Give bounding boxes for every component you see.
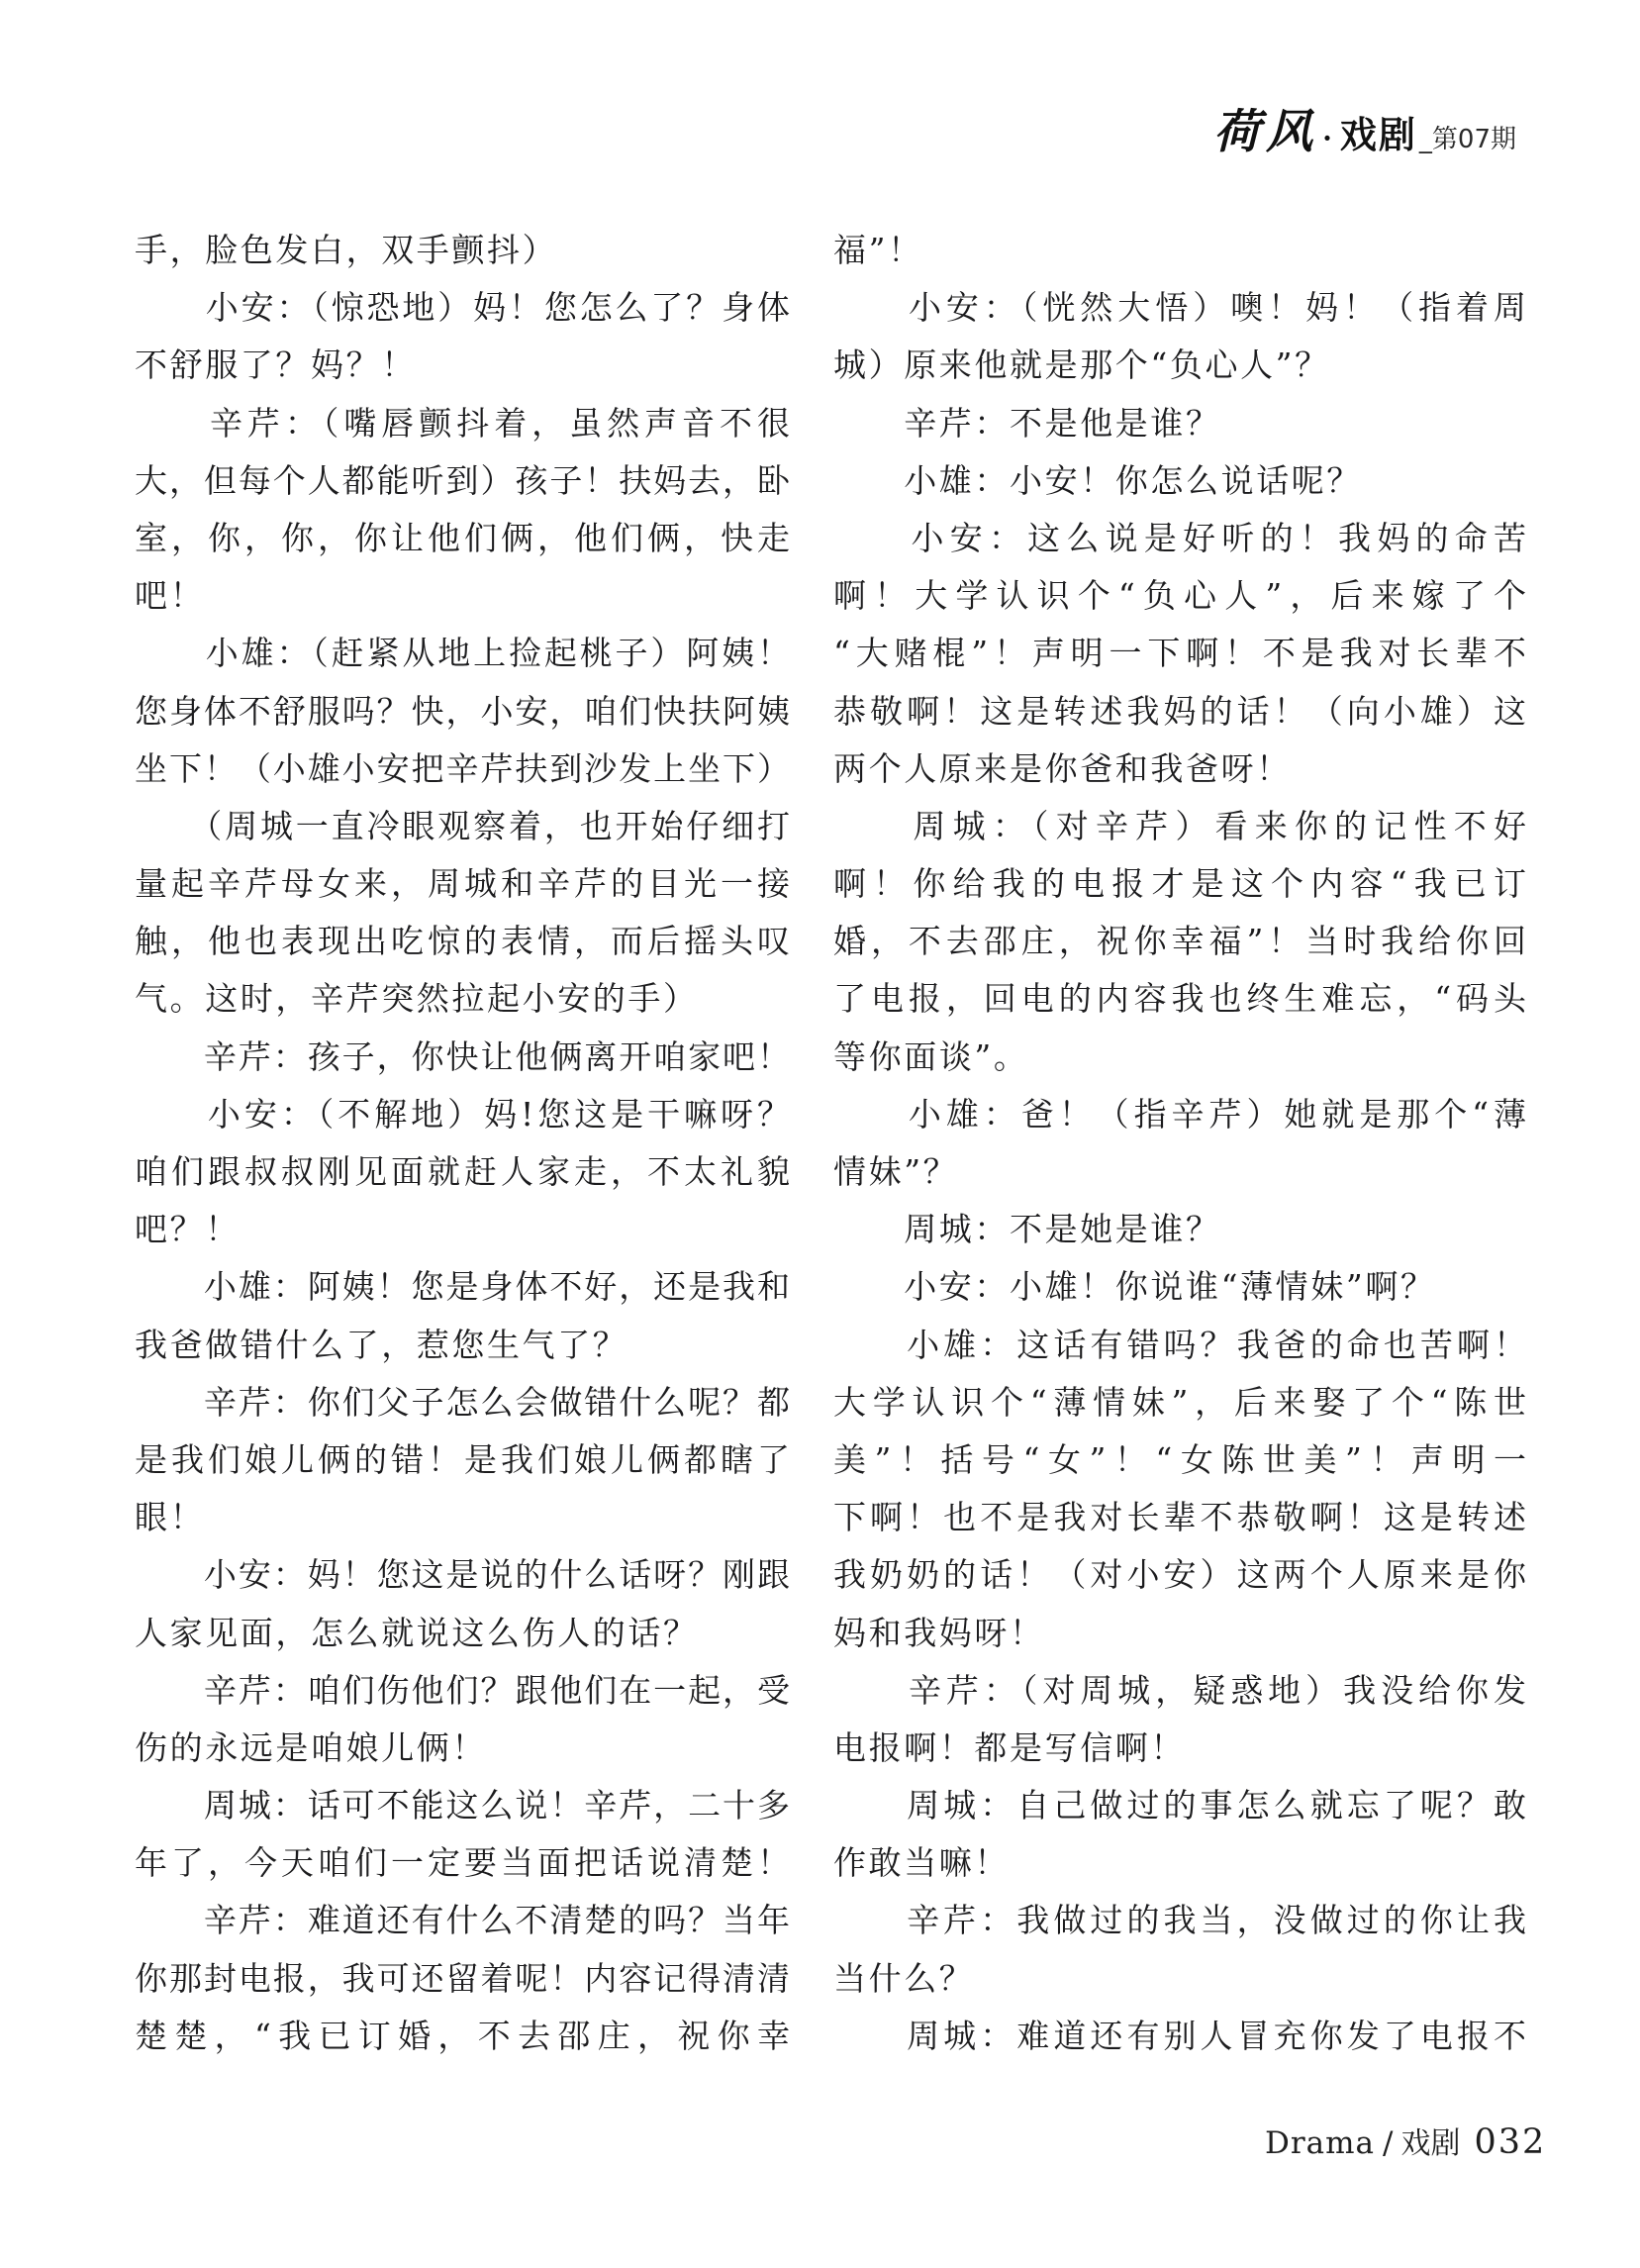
script-line: 室，你，你，你让他们俩，他们俩，快走 [135,518,790,557]
script-column-left [135,222,790,2065]
script-line: 小雄：阿姨！您是身体不好，还是我和 [135,1267,790,1307]
script-line: 辛芹：你们父子怎么会做错什么呢？都 [135,1382,790,1422]
script-line: 伤的永远是咱娘儿俩！ [135,1727,487,1767]
footer-divider-slash: / [1383,2125,1394,2161]
script-line: 周城：难道还有别人冒充你发了电报不 [833,2016,1526,2055]
script-line: 眼！ [135,1498,206,1537]
script-line: 你那封电报，我可还留着呢！内容记得清清 [135,1958,790,1998]
script-line: 辛芹：我做过的我当，没做过的你让我 [833,1901,1526,1940]
footer-section-english: Drama [1265,2125,1376,2161]
script-line: 小雄：小安！你怎么说话呢？ [833,460,1362,500]
script-line: 婚，不去邵庄，祝你幸福”！当时我给你回 [833,922,1526,961]
script-line: 情妹”？ [833,1152,959,1191]
brand-section-title: 戏剧 [1339,114,1417,156]
script-line: 坐下！（小雄小安把辛芹扶到沙发上坐下） [135,748,790,788]
script-line: 大，但每个人都能听到）孩子！扶妈去，卧 [135,460,790,500]
script-line: 小安：这么说是好听的！我妈的命苦 [833,518,1526,557]
script-line: 咱们跟叔叔刚见面就赶人家走，不太礼貌 [135,1152,790,1191]
script-line: 小安：妈！您这是说的什么话呀？刚跟 [135,1555,790,1595]
script-line: “大赌棍”！声明一下啊！不是我对长辈不 [833,634,1526,673]
issue-number-label: _第07期 [1418,125,1516,154]
script-line: 当什么？ [833,1958,975,1998]
script-line: 我爸做错什么了，惹您生气了？ [135,1325,628,1364]
script-line: 人家见面，怎么就说这么伤人的话？ [135,1613,699,1652]
script-column-right [833,222,1526,2065]
page-number: 032 [1474,2122,1547,2162]
script-line: 年了，今天咱们一定要当面把话说清楚！ [135,1843,790,1883]
script-line: 电报啊！都是写信啊！ [833,1727,1186,1767]
script-line: 福”！ [833,231,923,269]
script-line: 啊！你给我的电报才是这个内容“我已订 [833,864,1526,904]
script-line: （周城一直冷眼观察着，也开始仔细打 [135,806,790,845]
script-line: 小安：小雄！你说谁“薄情妹”啊？ [833,1267,1436,1307]
script-line: 小安：（恍然大悟）噢！妈！（指着周 [833,288,1526,328]
script-line: 作敢当嘛！ [833,1843,1010,1883]
magazine-masthead [1213,95,1516,161]
brand-separator-dot: · [1322,122,1332,154]
script-line: 周城：自己做过的事怎么就忘了呢？敢 [833,1786,1526,1825]
script-line: 城）原来他就是那个“负心人”？ [833,345,1330,385]
script-line: 不舒服了？妈？！ [135,345,417,385]
script-line: 大学认识个“薄情妹”，后来娶了个“陈世 [833,1382,1526,1422]
script-line: 周城：（对辛芹）看来你的记性不好 [833,806,1526,845]
script-line: 美”！括号“女”！“女陈世美”！声明一 [833,1439,1526,1479]
page-footer [1265,2119,1546,2162]
script-line: 小安：（不解地）妈!您这是干嘛呀？ [135,1094,790,1134]
footer-section-chinese: 戏剧 [1400,2126,1461,2161]
script-line: 是我们娘儿俩的错！是我们娘儿俩都瞎了 [135,1439,790,1479]
script-line: 我奶奶的话！（对小安）这两个人原来是你 [833,1555,1526,1595]
script-line: 等你面谈”。 [833,1036,1029,1076]
script-line: 手，脸色发白，双手颤抖） [135,231,558,269]
script-line: 气。这时，辛芹突然拉起小安的手） [135,979,699,1019]
script-line: 辛芹：孩子，你快让他俩离开咱家吧！ [135,1036,790,1076]
script-line: 啊！大学认识个“负心人”，后来嫁了个 [833,576,1526,616]
brand-script-text: 荷风 [1213,105,1319,159]
script-line: 小雄：这话有错吗？我爸的命也苦啊！ [833,1325,1526,1364]
script-line: 了电报，回电的内容我也终生难忘，“码头 [833,979,1526,1019]
script-line: 楚楚，“我已订婚，不去邵庄，祝你幸 [135,2016,790,2055]
script-line: 量起辛芹母女来，周城和辛芹的目光一接 [135,864,790,904]
script-line: 小雄：爸！（指辛芹）她就是那个“薄 [833,1094,1526,1134]
script-line: 您身体不舒服吗？快，小安，咱们快扶阿姨 [135,691,790,731]
script-line: 小雄：（赶紧从地上捡起桃子）阿姨！ [135,634,790,673]
script-line: 周城：不是她是谁？ [833,1210,1221,1249]
script-line: 吧！ [135,576,206,616]
script-line: 辛芹：（对周城，疑惑地）我没给你发 [833,1670,1526,1710]
script-line: 下啊！也不是我对长辈不恭敬啊！这是转述 [833,1498,1526,1537]
script-line: 辛芹：咱们伤他们？跟他们在一起，受 [135,1670,790,1710]
script-line: 两个人原来是你爸和我爸呀！ [833,748,1292,788]
script-line: 周城：话可不能这么说！辛芹，二十多 [135,1786,790,1825]
script-line: 妈和我妈呀！ [833,1613,1045,1652]
script-line: 辛芹：不是他是谁？ [833,403,1221,443]
script-line: 小安：（惊恐地）妈！您怎么了？身体 [135,288,790,328]
script-line: 吧？！ [135,1210,241,1249]
script-line: 辛芹：难道还有什么不清楚的吗？当年 [135,1901,790,1940]
script-line: 恭敬啊！这是转述我妈的话！（向小雄）这 [833,691,1526,731]
script-line: 辛芹：（嘴唇颤抖着，虽然声音不很 [135,403,790,443]
script-line: 触，他也表现出吃惊的表情，而后摇头叹 [135,922,790,961]
